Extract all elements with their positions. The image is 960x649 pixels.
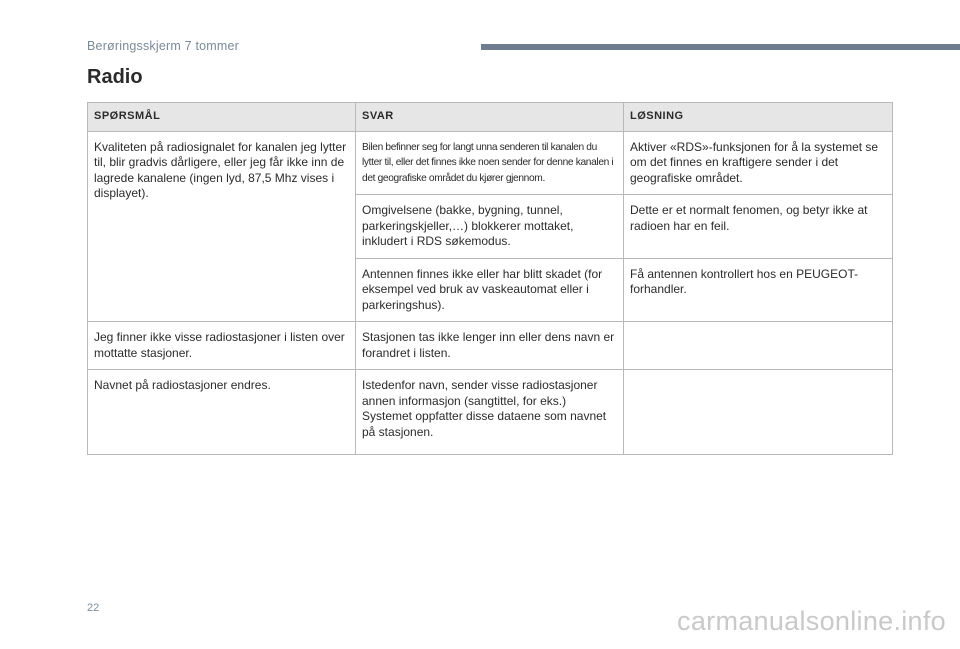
section-header-label: Berøringsskjerm 7 tommer <box>87 39 240 53</box>
solution-cell <box>624 370 893 455</box>
question-cell: Kvaliteten på radiosignalet for kanalen jeg lytter til, blir gradvis dårligere, eller jeg får ikke inn de lagrede kanalene (ingen lyd, 87,5 Mhz vises i displayet). <box>88 131 356 322</box>
question-cell: Jeg finner ikke visse radiostasjoner i listen over mottatte stasjoner. <box>88 322 356 370</box>
answer-cell: Bilen befinner seg for langt unna senderen til kanalen du lytter til, eller det finnes ikke noen sender for denne kanalen i det geografiske området du kjører gjennom. <box>356 131 624 195</box>
troubleshooting-table <box>87 102 893 455</box>
answer-cell: Antennen finnes ikke eller har blitt skadet (for eksempel ved bruk av vaskeautomat eller i parkeringshus). <box>356 258 624 322</box>
answer-cell: Omgivelsene (bakke, bygning, tunnel, parkeringskjeller,…) blokkerer mottaket, inkludert i RDS søkemodus. <box>356 195 624 259</box>
column-header-answer: SVAR <box>356 103 624 132</box>
table-row <box>88 370 893 455</box>
watermark: carmanualsonline.info <box>677 606 946 636</box>
question-cell: Navnet på radiostasjoner endres. <box>88 370 356 455</box>
table-row <box>88 131 893 195</box>
solution-cell: Få antennen kontrollert hos en PEUGEOT-forhandler. <box>624 258 893 322</box>
column-header-solution: LØSNING <box>624 103 893 132</box>
solution-cell: Dette er et normalt fenomen, og betyr ikke at radioen har en feil. <box>624 195 893 259</box>
answer-cell: Istedenfor navn, sender visse radiostasjoner annen informasjon (sangtittel, for eks.) Systemet oppfatter disse dataene som navnet på stasjonen. <box>356 370 624 455</box>
column-header-question: SPØRSMÅL <box>88 103 356 132</box>
header-accent-bar <box>481 44 960 50</box>
page-title: Radio <box>87 66 143 88</box>
table-row <box>88 322 893 370</box>
page-number: 22 <box>87 602 100 614</box>
answer-cell: Stasjonen tas ikke lenger inn eller dens navn er forandret i listen. <box>356 322 624 370</box>
solution-cell: Aktiver «RDS»-funksjonen for å la systemet se om det finnes en kraftigere sender i det geografiske området. <box>624 131 893 195</box>
table-header-row <box>88 103 893 132</box>
solution-cell <box>624 322 893 370</box>
